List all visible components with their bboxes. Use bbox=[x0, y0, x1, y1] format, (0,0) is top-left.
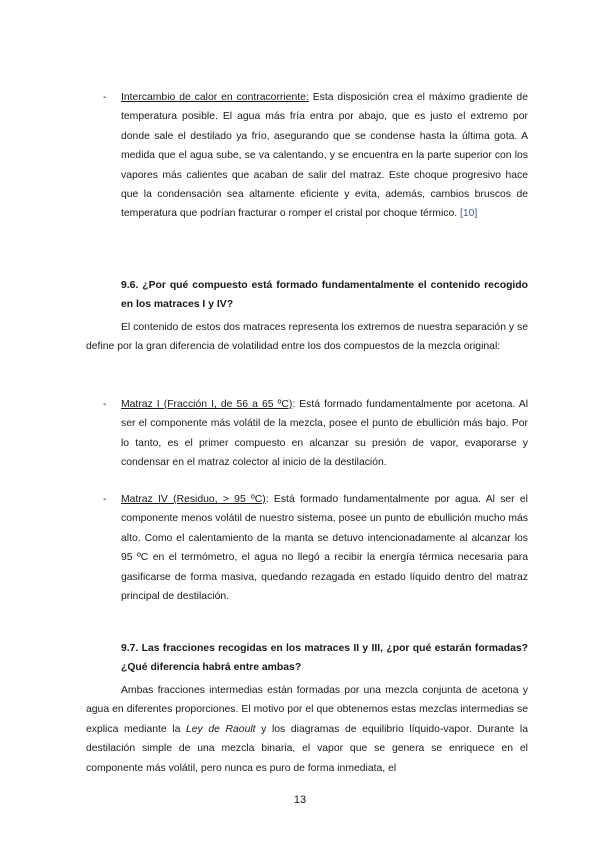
section-heading-9-7: 9.7. Las fracciones recogidas en los matraces II y III, ¿por qué estarán formadas? ¿Qué diferencia habrá entre ambas? bbox=[121, 643, 528, 674]
citation-link[interactable]: [10] bbox=[460, 208, 478, 220]
page-number: 13 bbox=[293, 794, 307, 806]
section-9-7-paragraph bbox=[86, 681, 528, 778]
bullet-matraz-iv bbox=[121, 490, 528, 606]
bullet-matraz-i bbox=[121, 395, 528, 473]
bullet-label: Matraz IV (Residuo, > 95 ºC) bbox=[121, 494, 266, 505]
raoult-law-term: Ley de Raoult bbox=[186, 723, 256, 735]
bullet-text: : Está formado fundamentalmente por acetona. Al ser el componente más volátil de la mezcla, posee el punto de ebullición más bajo. Por lo tanto, es el primer compuesto en alcanzar su presión de vapor, evaporarse y condensar en el matraz colector al inicio de la destilación. bbox=[121, 399, 529, 469]
bullet-dash: - bbox=[103, 92, 107, 103]
bullet-text: : Está formado fundamentalmente por agua. Al ser el componente menos volátil de nuestro sistema, posee un punto de ebullición mucho más alto. Como el calentamiento de la manta se detuvo intencionadamente al alcanzar los 95 ºC en el termómetro, el agua no llegó a recibir la energía térmica necesaria para gasificarse de forma masiva, quedando rezagada en estado líquido dentro del matraz principal de destilación. bbox=[121, 494, 528, 603]
bullet-countercurrent bbox=[121, 88, 528, 224]
section-heading-9-6: 9.6. ¿Por qué compuesto está formado fundamentalmente el contenido recogido en los matraces I y IV? bbox=[121, 280, 528, 311]
section-9-6-intro bbox=[86, 318, 528, 357]
bullet-text: Esta disposición crea el máximo gradiente de temperatura posible. El agua más fría entra por abajo, que es justo el extremo por donde sale el destilado ya frío, asegurando que se condense hasta la última gota. A medida que el agua sube, se va calentando, y se encuentra en la parte superior con los vapores más calientes que acaban de salir del matraz. Este choque progresivo hace que la condensación sea altamente eficiente y evita, además, cambios bruscos de temperatura que podrían fracturar o romper el cristal por choque térmico. bbox=[121, 92, 528, 220]
paragraph-text-a: Ambas fracciones intermedias están formadas por una mezcla conjunta de acetona y agua en diferentes proporciones. El motivo por el que obtenemos estas mezclas intermedias se explica mediante la bbox=[86, 685, 528, 735]
bullet-label: Matraz I (Fracción I, de 56 a 65 ºC) bbox=[121, 399, 293, 410]
paragraph-text-b: y los diagramas de equilibrio líquido-vapor. Durante la destilación simple de una mezcla binaria, el vapor que se genera se enriquece en el componente más volátil, pero nunca es puro de forma inmediata, el bbox=[86, 723, 528, 774]
bullet-dash: - bbox=[103, 494, 107, 505]
bullet-label: Intercambio de calor en contracorriente: bbox=[121, 92, 309, 103]
intro-text: El contenido de estos dos matraces representa los extremos de nuestra separación y se define por la gran diferencia de volatilidad entre los dos compuestos de la mezcla original: bbox=[86, 322, 528, 353]
bullet-dash: - bbox=[103, 399, 107, 410]
